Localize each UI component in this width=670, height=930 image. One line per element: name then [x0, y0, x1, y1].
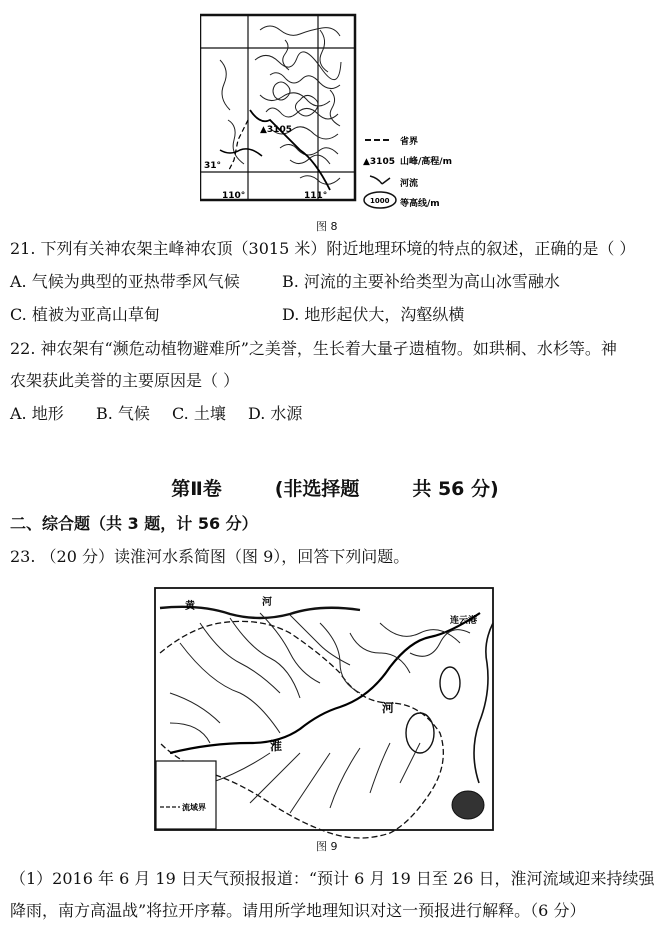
q21-stem: 21. 下列有关神农架主峰神农顶（3015 米）附近地理环境的特点的叙述，正确的是（ ） [10, 239, 636, 258]
label-he: 河 [382, 701, 395, 715]
label-huang: 黄 [185, 601, 195, 612]
longitude-label-111: 111° [304, 191, 328, 201]
q21-option-a: A. 气候为典型的亚热带季风气候 [10, 272, 240, 291]
figure-9-caption: 图 9 [316, 840, 338, 853]
peak-legend-label: 山峰/高程/m [400, 157, 452, 167]
contour-legend-label: 等高线/m [400, 199, 440, 209]
part-two-title: 第Ⅱ卷 (非选择题 共 56 分) [171, 478, 499, 500]
peak-label: ▲3105 [260, 125, 292, 135]
q22-option-c: C. 土壤 [172, 404, 226, 423]
figure-8-caption: 图 8 [316, 220, 338, 233]
river-legend-symbol [370, 176, 390, 184]
q23-stem: 23. （20 分）读淮河水系简图（图 9），回答下列问题。 [10, 547, 410, 566]
q22-option-d: D. 水源 [248, 404, 303, 423]
figure-9-legend-box [156, 761, 216, 829]
latitude-label: 31° [204, 161, 222, 171]
q23-1-line-2: 降雨，南方高温战”将拉开序幕。请用所学地理知识对这一预报进行解释。（6 分） [10, 901, 586, 920]
longitude-label-110: 110° [222, 191, 246, 201]
q22-option-b: B. 气候 [96, 404, 150, 423]
q22-stem-line-1: 22. 神农架有“濒危动植物避难所”之美誉，生长着大量孑遗植物。如珙桐、水杉等。神 [10, 339, 617, 358]
q22-stem-line-2: 农架获此美誉的主要原因是（ ） [10, 371, 240, 390]
peak-legend-value: ▲3105 [363, 157, 395, 167]
label-huai: 淮 [270, 739, 283, 753]
q21-option-d: D. 地形起伏大，沟壑纵横 [282, 305, 465, 324]
label-he-top: 河 [262, 597, 272, 608]
q21-option-c: C. 植被为亚高山草甸 [10, 305, 160, 324]
figure-8-map [200, 0, 480, 230]
border-legend-label: 省界 [400, 137, 419, 147]
section-heading: 二、综合题（共 3 题，计 56 分） [10, 514, 258, 533]
contour-legend-value: 1000 [370, 197, 390, 205]
figure-9-map [150, 583, 500, 851]
q23-1-line-1: （1）2016 年 6 月 19 日天气预报报道：“预计 6 月 19 日至 26 日，淮河流域迎来持续强 [10, 869, 655, 888]
label-lianyungang: 连云港 [450, 616, 478, 626]
q21-option-b: B. 河流的主要补给类型为高山冰雪融水 [282, 272, 560, 291]
watershed-legend-label: 流域界 [182, 803, 206, 812]
q22-option-a: A. 地形 [10, 404, 64, 423]
river-legend-label: 河流 [400, 179, 419, 189]
